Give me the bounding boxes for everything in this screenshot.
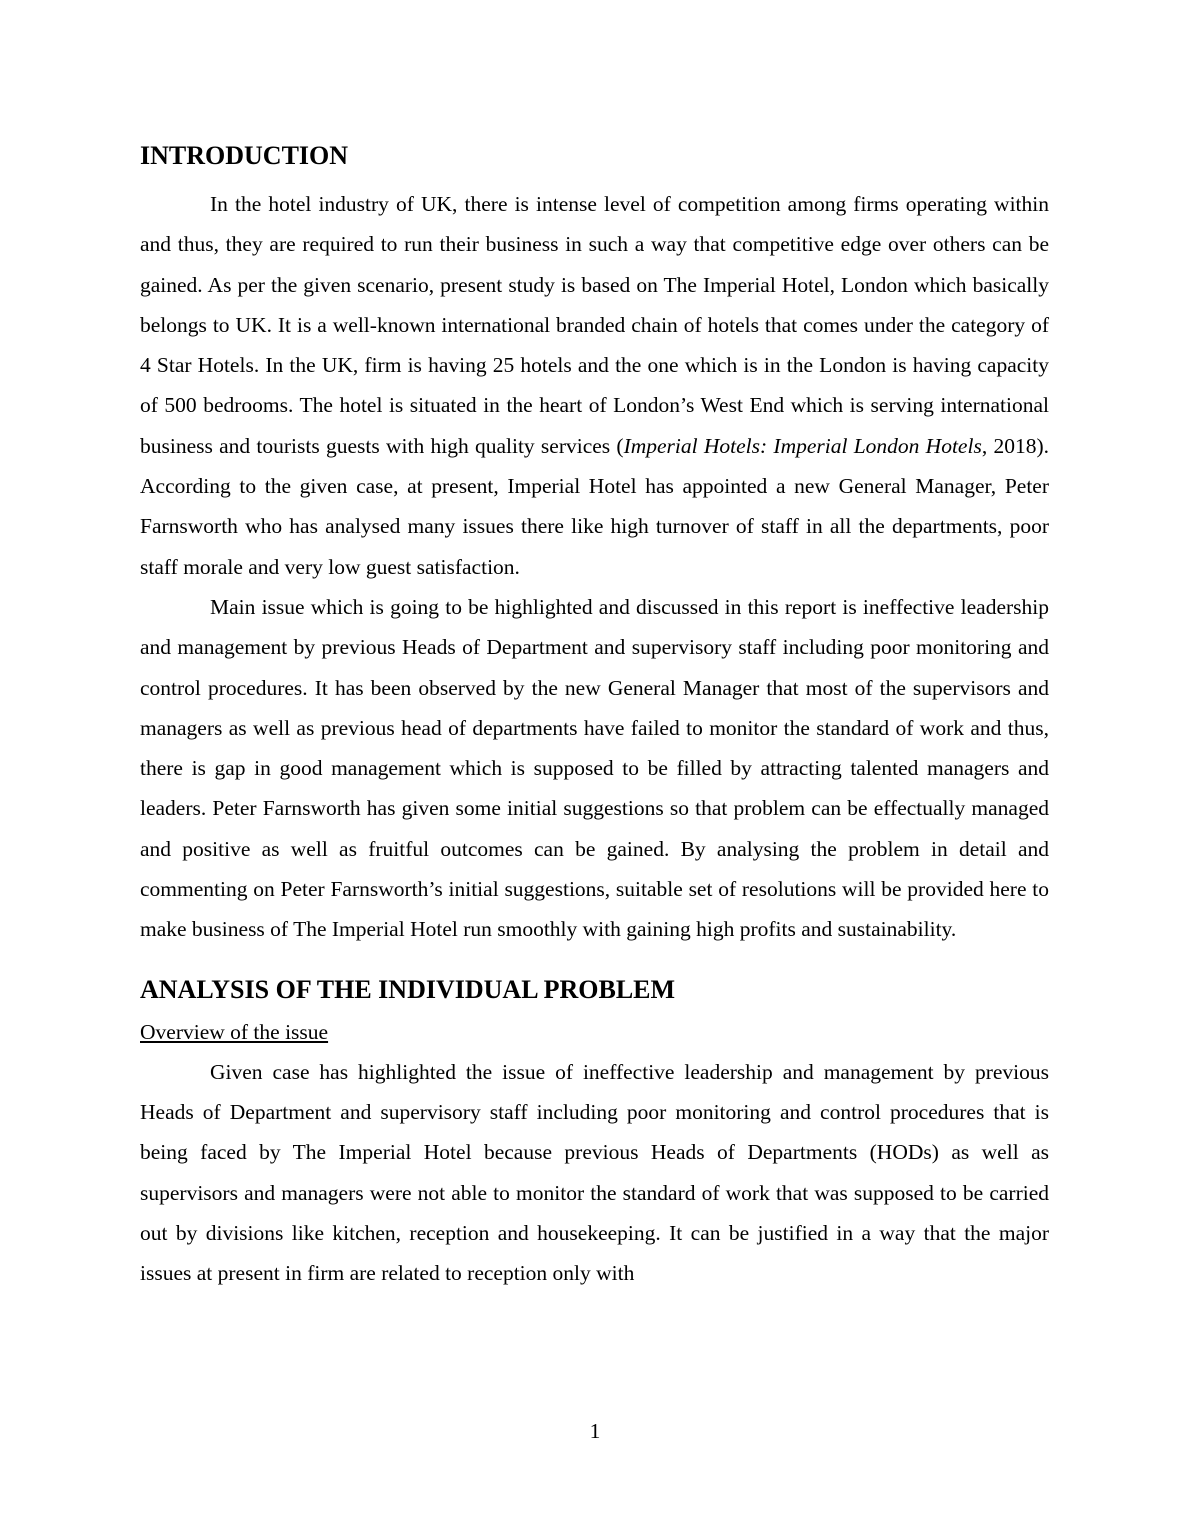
analysis-paragraph-1: Given case has highlighted the issue of ineffective leadership and management by previous Heads of Department and supervisory staff including poor monitoring and control procedures that is being faced by The Imperial Hotel because previous Heads of Departments (HODs) as well as supervisors and managers were not able to monitor the standard of work that was supposed to be carried out by divisions like kitchen, reception and housekeeping. It can be justified in a way that the major issues at present in firm are related to reception only with <box>140 1059 1049 1286</box>
page-number: 1 <box>589 1419 601 1443</box>
introduction-paragraph-1 <box>140 184 1049 587</box>
page-content <box>140 138 1049 1293</box>
introduction-paragraph-2: Main issue which is going to be highlighted and discussed in this report is ineffective leadership and management by previous Heads of Department and supervisory staff including poor monitoring and control procedures. It has been observed by the new General Manager that most of the supervisors and managers as well as previous head of departments have failed to monitor the standard of work and thus, there is gap in good management which is supposed to be filled by attracting talented managers and leaders. Peter Farnsworth has given some initial suggestions so that problem can be effectually managed and positive as well as fruitful outcomes can be gained. By analysing the problem in detail and commenting on Peter Farnsworth’s initial suggestions, suitable set of resolutions will be provided here to make business of The Imperial Hotel run smoothly with gaining high profits and sustainability. <box>140 594 1049 942</box>
analysis-heading: ANALYSIS OF THE INDIVIDUAL PROBLEM <box>140 974 676 1004</box>
introduction-heading: INTRODUCTION <box>140 141 349 170</box>
introduction-paragraph-1-text-end: , 2018). According to the given case, at present, Imperial Hotel has appointed a new General Manager, Peter Farnsworth who has analysed many issues there like high turnover of staff in all the departments, poor staff morale and very low guest satisfaction. <box>140 433 1049 579</box>
overview-subheading: Overview of the issue <box>140 1019 329 1044</box>
citation-title: Imperial Hotels: Imperial London Hotels <box>623 433 982 458</box>
introduction-paragraph-1-text: In the hotel industry of UK, there is intense level of competition among firms operating within and thus, they are required to run their business in such a way that competitive edge over others can be gained. As per the given scenario, present study is based on The Imperial Hotel, London which basically belongs to UK. It is a well-known international branded chain of hotels that comes under the category of 4 Star Hotels. In the UK, firm is having 25 hotels and the one which is in the London is having capacity of 500 bedrooms. The hotel is situated in the heart of London’s West End which is serving international business and tourists guests with high quality services ( <box>140 192 1049 458</box>
